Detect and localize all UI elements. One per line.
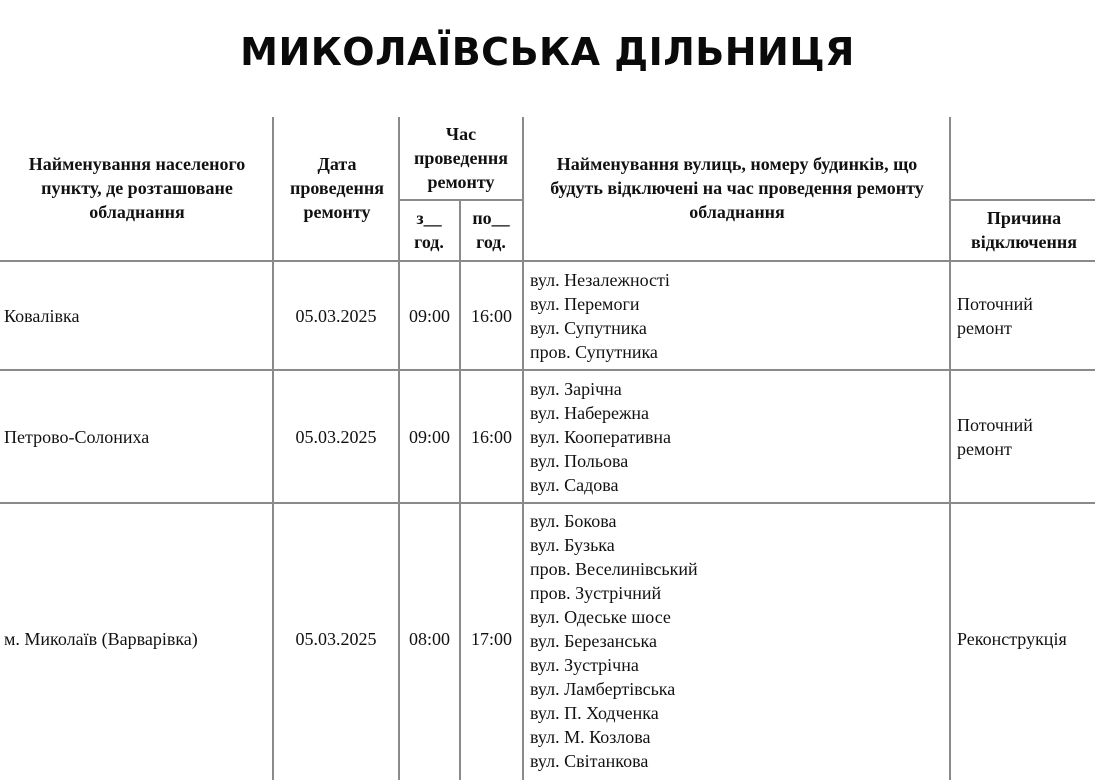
- street-item: пров. Супутника: [530, 342, 658, 362]
- date-cell: 05.03.2025: [295, 629, 377, 649]
- time-from-cell: 09:00: [408, 426, 450, 447]
- street-item: вул. Одеське шосе: [530, 607, 671, 627]
- street-item: вул. Супутника: [530, 318, 647, 338]
- street-item: вул. Садова: [530, 475, 619, 495]
- streets-list: [530, 268, 670, 364]
- street-item: вул. М. Козлова: [530, 727, 651, 747]
- settlement-cell: Петрово-Солониха: [4, 426, 150, 447]
- streets-list: [530, 509, 698, 773]
- street-item: вул. Світанкова: [530, 751, 649, 771]
- date-cell: 05.03.2025: [295, 426, 377, 447]
- table-divider: [399, 199, 523, 201]
- header-reason: Причина відключення: [971, 208, 1077, 252]
- street-item: вул. Набережна: [530, 403, 650, 423]
- street-item: вул. Бокова: [530, 511, 617, 531]
- header-time: Час проведення ремонту: [414, 124, 508, 192]
- settlement-cell: Ковалівка: [4, 305, 80, 326]
- header-time-to: по__ год.: [472, 208, 510, 252]
- time-from-cell: 08:00: [408, 629, 450, 649]
- street-item: вул. Перемоги: [530, 294, 640, 314]
- street-item: вул. Ламбертівська: [530, 679, 676, 699]
- table-divider: [949, 117, 951, 780]
- time-from-cell: 09:00: [408, 305, 450, 326]
- street-item: вул. Березанська: [530, 631, 658, 651]
- reason-cell: Реконструкція: [957, 629, 1067, 649]
- street-item: вул. Зарічна: [530, 379, 622, 399]
- street-item: вул. Кооперативна: [530, 427, 671, 447]
- reason-cell: Поточний ремонт: [957, 294, 1033, 338]
- date-cell: 05.03.2025: [295, 305, 377, 326]
- time-to-cell: 16:00: [470, 426, 512, 447]
- time-to-cell: 17:00: [470, 629, 512, 649]
- street-item: вул. Зустрічна: [530, 655, 639, 675]
- page-title: МИКОЛАЇВСЬКА ДІЛЬНИЦЯ: [240, 30, 855, 74]
- table-divider: [950, 199, 1095, 201]
- time-to-cell: 16:00: [470, 305, 512, 326]
- reason-cell: Поточний ремонт: [957, 415, 1033, 459]
- header-settlement: Найменування населеного пункту, де розташоване обладнання: [28, 154, 246, 222]
- header-date: Дата проведення ремонту: [290, 154, 384, 222]
- street-item: вул. Бузька: [530, 535, 615, 555]
- street-item: вул. Польова: [530, 451, 629, 471]
- street-item: пров. Веселинівський: [530, 559, 698, 579]
- street-item: пров. Зустрічний: [530, 583, 662, 603]
- street-item: вул. Незалежності: [530, 270, 670, 290]
- header-time-from: з__ год.: [414, 208, 444, 252]
- settlement-cell: м. Миколаїв (Варварівка): [4, 629, 198, 649]
- street-item: вул. П. Ходченка: [530, 703, 659, 723]
- table-divider: [522, 117, 524, 780]
- header-streets: Найменування вулиць, номеру будинків, що будуть відключені на час проведення ремонту обладнання: [550, 154, 924, 222]
- streets-list: [530, 377, 671, 497]
